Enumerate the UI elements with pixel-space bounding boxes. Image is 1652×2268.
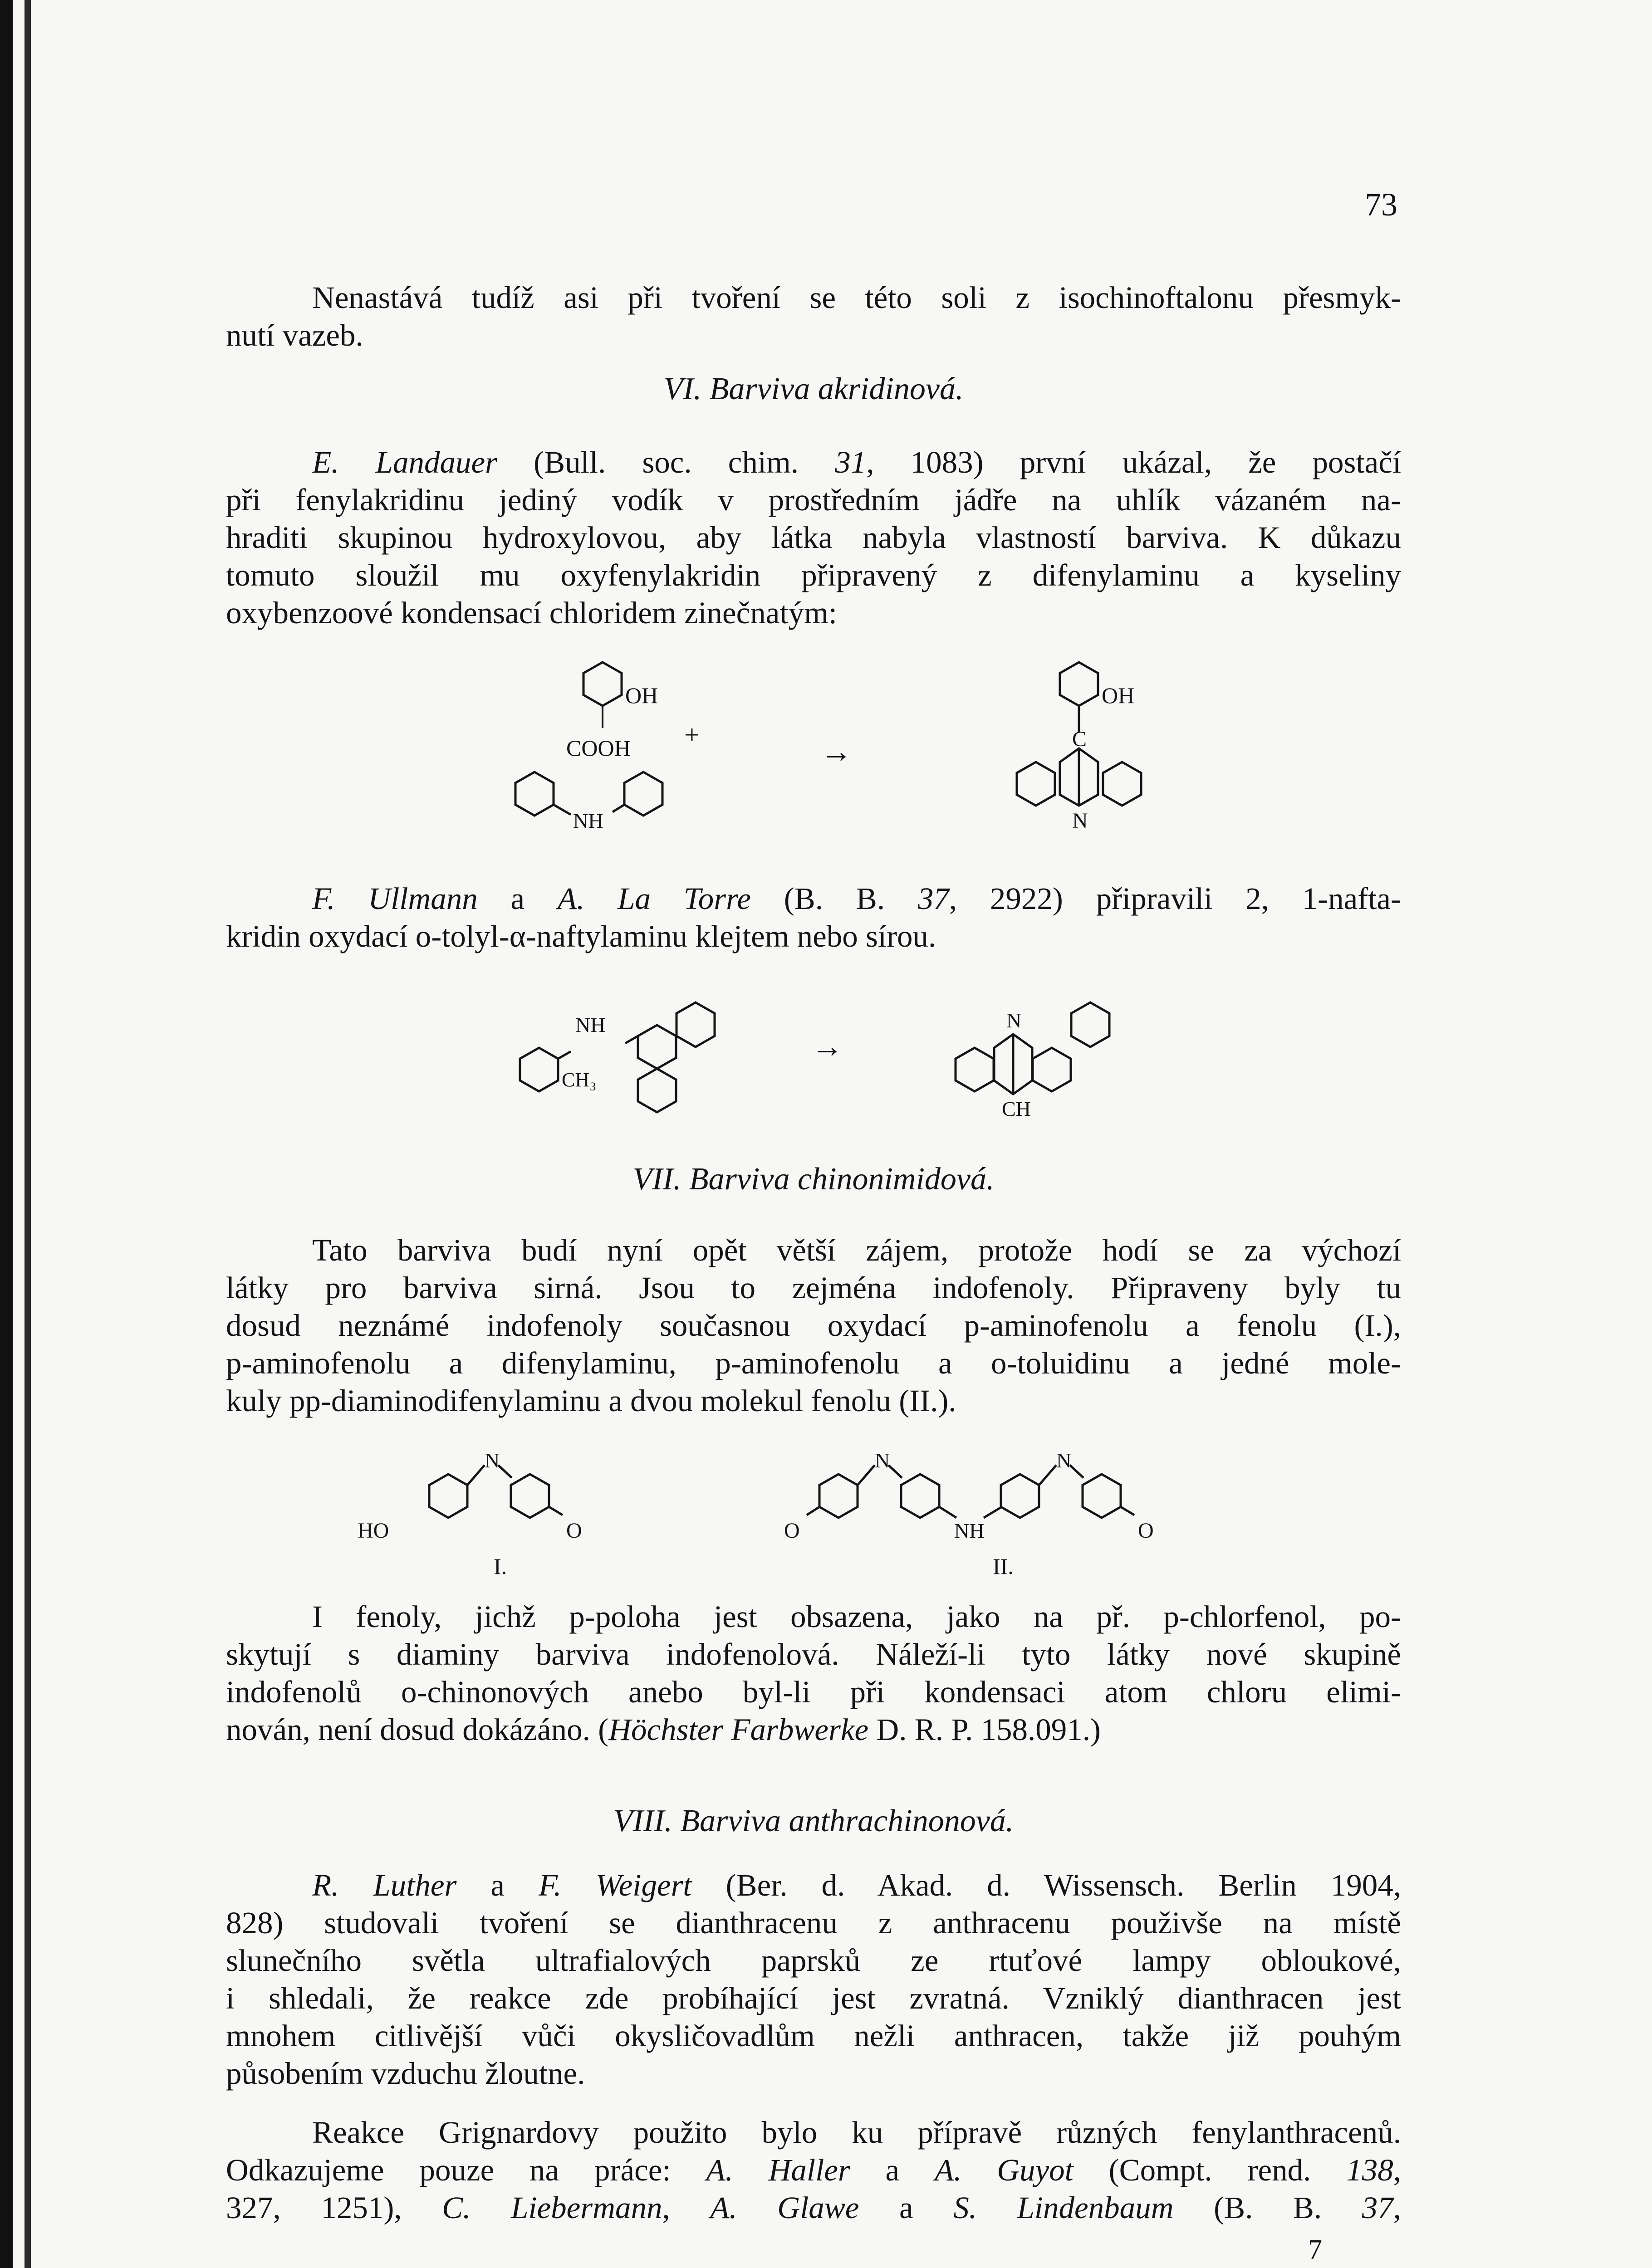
label-n-i: N	[485, 1449, 500, 1472]
p4-line-5: kuly pp-diaminodifenylaminu a dvou molekul fenolu (II.).	[226, 1383, 956, 1418]
p4-line-2: látky pro barviva sirná. Jsou to zejména indofenoly. Připraveny byly tu	[226, 1271, 1401, 1305]
p6-line-6: působením vzduchu žloutne.	[226, 2056, 585, 2091]
p7-line-3-pre: 327, 1251),	[226, 2190, 442, 2225]
author-weigert: F. Weigert	[539, 1868, 692, 1902]
author-haller: A. Haller	[706, 2153, 850, 2187]
p2-volume: 31	[835, 445, 867, 479]
p5-line-4	[226, 1711, 1401, 1749]
label-structure-ii: II.	[993, 1554, 1014, 1579]
p5-line-4-pre: nován, není dosud dokázáno. (	[226, 1712, 609, 1747]
label-o-left: O	[784, 1519, 800, 1543]
author-guyot: A. Guyot	[935, 2153, 1074, 2187]
author-lindenbaum: S. Lindenbaum	[953, 2190, 1174, 2225]
plus-sign: +	[684, 720, 700, 750]
label-nh-ii: NH	[954, 1519, 985, 1542]
p7-and-1: a	[850, 2153, 935, 2187]
p4-line-1: Tato barviva budí nyní opět větší zájem, protože hodí se za výchozí	[312, 1233, 1401, 1267]
p2-line-2: při fenylakridinu jediný vodík v prostředním jádře na uhlík vázaném na-	[226, 483, 1401, 517]
p4-line-3: dosud neznámé indofenoly současnou oxydací p-aminofenolu a fenolu (I.),	[226, 1308, 1401, 1343]
reaction-scheme-naphthacridine	[494, 975, 1147, 1139]
p6-line-1	[226, 1867, 1401, 1904]
reaction-scheme-acridine	[489, 653, 1170, 871]
arrow-2: →	[811, 1029, 843, 1064]
paragraph-7	[226, 2114, 1401, 2227]
paragraph-1-end	[226, 317, 1401, 354]
label-ch: CH	[1002, 1097, 1031, 1120]
label-oh-right: OH	[1102, 683, 1135, 708]
label-n: N	[1072, 809, 1088, 833]
label-nh-2: NH	[575, 1013, 606, 1036]
author-liebermann: C. Liebermann	[442, 2190, 662, 2225]
ref-hochster: Höchster Farbwerke	[608, 1712, 869, 1747]
label-structure-i: I.	[494, 1554, 507, 1579]
p7-volume-2: 37	[1362, 2190, 1393, 2225]
p1-line-2: nutí vazeb.	[226, 318, 363, 352]
p2-line-4: tomuto sloužil mu oxyfenylakridin připravený z difenylaminu a kyseliny	[226, 558, 1401, 592]
p7-line-2	[226, 2151, 1401, 2189]
p2-cite: (Bull. soc. chim.	[534, 445, 835, 479]
paragraph-5-end	[226, 1711, 1401, 1749]
p3-line-2: kridin oxydací o-tolyl-α-naftylaminu klejtem nebo sírou.	[226, 919, 936, 953]
paragraph-2-end	[226, 594, 1401, 632]
label-o-i: O	[566, 1519, 582, 1543]
p7-and-2: a	[859, 2190, 954, 2225]
p6-line-1-rest: (Ber. d. Akad. d. Wissensch. Berlin 1904,	[691, 1868, 1401, 1902]
paragraph-3	[226, 880, 1401, 918]
label-c: C	[1072, 727, 1087, 751]
binding-edge	[25, 0, 31, 2268]
paragraph-5	[226, 1598, 1401, 1711]
p7-line-2-end: ,	[1393, 2153, 1401, 2187]
label-n-2: N	[1006, 1009, 1022, 1032]
p7-cite-2: (B. B.	[1173, 2190, 1362, 2225]
author-luther: R. Luther	[312, 1868, 457, 1902]
p7-cite-1: (Compt. rend.	[1073, 2153, 1347, 2187]
p2-line-3: hraditi skupinou hydroxylovou, aby látka nabyla vlastností barviva. K důkazu	[226, 520, 1401, 555]
p3-cite: (B. B.	[751, 881, 918, 916]
paragraph-2	[226, 444, 1401, 594]
label-cooh: COOH	[566, 735, 631, 761]
product-naphthacridine	[956, 1002, 1109, 1094]
section-heading-vii: VII. Barviva chinonimidová.	[632, 1162, 995, 1197]
signature-mark: 7	[1308, 2234, 1322, 2265]
p7-line-1: Reakce Grignardovy použito bylo ku přípravě různých fenylanthracenů.	[312, 2115, 1401, 2150]
book-page	[13, 0, 1652, 2268]
p6-line-4: i shledali, že reakce zde probíhající jest zvratná. Vzniklý dianthracen jest	[226, 1981, 1401, 2015]
paragraph-6-end	[226, 2055, 1401, 2092]
arrow-1: →	[820, 734, 852, 769]
structure-i	[429, 1465, 563, 1518]
p3-line-1	[226, 880, 1401, 918]
p3-line-1-rest: , 2922) připravili 2, 1-nafta-	[949, 881, 1401, 916]
label-n-ii-b: N	[1056, 1449, 1072, 1472]
paragraph-1	[226, 279, 1401, 317]
p6-line-5: mnohem citlivější vůči okysličovadlům nežli anthracen, takže již pouhým	[226, 2019, 1401, 2053]
p7-line-3	[226, 2189, 1401, 2227]
paragraph-6	[226, 1867, 1401, 2055]
p2-line-1	[226, 444, 1401, 481]
label-oh-left: OH	[625, 683, 658, 708]
author-landauer: E. Landauer	[312, 445, 497, 479]
p5-line-3: indofenolů o-chinonových anebo byl-li při kondensaci atom chloru elimi-	[226, 1675, 1401, 1709]
paragraph-4-end	[226, 1382, 1401, 1420]
paragraph-3-end	[226, 918, 1401, 955]
p6-line-3: slunečního světla ultrafialových paprsků ze rtuťové lampy obloukové,	[226, 1943, 1401, 1978]
author-la-torre: A. La Torre	[557, 881, 751, 916]
p4-line-4: p-aminofenolu a difenylaminu, p-aminofenolu a o-toluidinu a jedné mole-	[226, 1346, 1401, 1380]
label-nh: NH	[573, 809, 603, 832]
reactant-tolylnaphthylamine	[520, 1002, 715, 1112]
p6-line-2: 828) studovali tvoření se dianthracenu z anthracenu použivše na místě	[226, 1906, 1401, 1940]
author-ullmann: F. Ullmann	[312, 881, 478, 916]
p3-and: a	[477, 881, 558, 916]
p5-line-2: skytují s diaminy barviva indofenolová. Náleží-li tyto látky nové skupině	[226, 1637, 1401, 1672]
p2-line-1-rest: , 1083) první ukázal, že postačí	[866, 445, 1401, 479]
page-number: 73	[1365, 186, 1397, 223]
hexagon-phenol	[583, 662, 622, 706]
p1-line-1: Nenastává tudíž asi při tvoření se této soli z isochinoftalonu přesmyk-	[312, 280, 1401, 315]
structure-ii	[807, 1465, 1134, 1518]
p7-line-3-end: ,	[1393, 2190, 1402, 2225]
paragraph-4	[226, 1232, 1401, 1382]
p7-line-2-pre: Odkazujeme pouze na práce:	[226, 2153, 706, 2187]
label-ch3: CH₃	[562, 1069, 597, 1091]
p7-sep: ,	[662, 2190, 711, 2225]
p5-line-4-post: D. R. P. 158.091.)	[868, 1712, 1101, 1747]
p2-line-5: oxybenzoové kondensací chloridem zinečnatým:	[226, 596, 837, 630]
p6-and: a	[456, 1868, 539, 1902]
p5-line-1: I fenoly, jichž p-poloha jest obsazena, jako na př. p-chlorfenol, po-	[312, 1599, 1401, 1634]
p3-volume: 37	[917, 881, 949, 916]
author-glawe: A. Glawe	[710, 2190, 859, 2225]
section-heading-viii: VIII. Barviva anthrachinonová.	[613, 1804, 1014, 1838]
label-o-right: O	[1138, 1519, 1154, 1543]
indophenol-structures	[348, 1442, 1347, 1588]
label-ho: HO	[358, 1519, 389, 1543]
section-heading-vi: VI. Barviva akridinová.	[663, 371, 964, 406]
p7-volume-1: 138	[1346, 2153, 1393, 2187]
label-n-ii-a: N	[875, 1449, 890, 1472]
